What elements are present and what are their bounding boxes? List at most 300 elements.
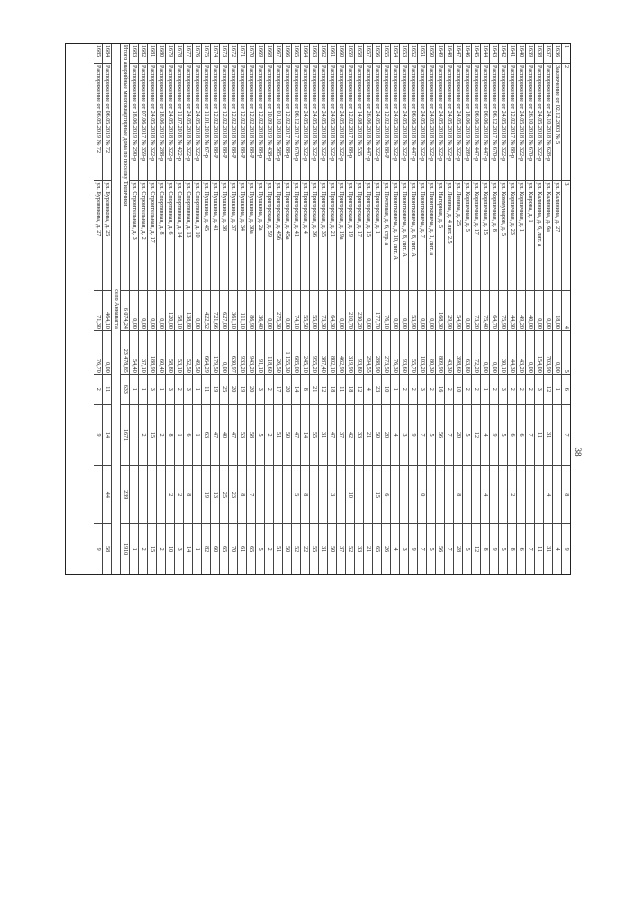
- table-cell: 1678: [175, 44, 183, 64]
- table-row: [462, 44, 471, 574]
- table-cell: 1636: [553, 44, 561, 64]
- table-cell: [526, 466, 534, 524]
- table-cell: ул. Ленина, д. 25: [454, 181, 462, 291]
- table-cell: 1664: [301, 44, 309, 64]
- table-cell: ул. Пушкина, д. 30а: [247, 181, 255, 291]
- table-cell: 6: [508, 405, 516, 467]
- table-cell: 53,10: [175, 331, 183, 375]
- table-cell: [274, 466, 282, 524]
- table-cell: 8: [482, 547, 488, 551]
- table-cell: 2: [508, 375, 516, 405]
- table-cell: 10: [382, 375, 390, 405]
- table-cell: 16: [436, 375, 444, 405]
- table-cell: Распоряжение от 06.12.2017 № 670-р: [292, 64, 300, 182]
- total-area-living: 23 478,85: [121, 331, 129, 375]
- table-cell: ул. Пригорская, д. 4: [301, 181, 309, 291]
- table-cell: 20: [283, 375, 291, 405]
- table-cell: 15: [149, 546, 155, 553]
- table-cell: 47: [328, 405, 336, 467]
- table-cell: 2: [463, 375, 471, 405]
- table-cell: 2: [139, 405, 147, 467]
- table-cell: 10: [454, 375, 462, 405]
- table-cell: [400, 466, 408, 524]
- table-cell: 65: [221, 546, 227, 553]
- table-cell: 809,90: [436, 331, 444, 375]
- table-row: [264, 44, 273, 574]
- table-cell: ул. Калинина, д. 27: [553, 181, 561, 291]
- table-row: [102, 44, 111, 574]
- table-cell: 1662: [319, 44, 327, 64]
- table-cell: 56: [436, 405, 444, 467]
- table-cell: 319,90: [346, 331, 354, 375]
- table-cell: 802,10: [328, 331, 336, 375]
- table-cell: 4: [544, 466, 552, 524]
- table-cell: 8: [184, 466, 192, 524]
- table-cell: [337, 466, 345, 524]
- table-cell: 21: [310, 375, 318, 405]
- table-row: [183, 44, 192, 574]
- table-cell: [148, 466, 156, 524]
- table-cell: ул. Корпичная, д. 8: [490, 181, 498, 291]
- table-cell: 58: [104, 546, 110, 553]
- section-title-row: [111, 44, 120, 574]
- table-row: [381, 44, 390, 574]
- table-cell: 55: [310, 405, 318, 467]
- table-row: [552, 44, 561, 574]
- table-row: [219, 44, 228, 574]
- table-cell: 1684: [103, 44, 111, 64]
- table-row: [489, 44, 498, 574]
- table-row: [138, 44, 147, 574]
- table-cell: 44: [103, 466, 111, 524]
- table-cell: 7: [419, 547, 425, 551]
- table-cell: 56: [437, 546, 443, 553]
- table-cell: 1660: [337, 44, 345, 64]
- table-cell: 2: [490, 375, 498, 405]
- table-cell: 55,50: [301, 291, 309, 331]
- table-cell: 1640: [517, 44, 525, 64]
- table-cell: 1669: [256, 44, 264, 64]
- table-cell: 47: [211, 405, 219, 467]
- table-cell: 3: [499, 375, 507, 405]
- table-cell: 2: [508, 466, 516, 524]
- table-cell: 2: [157, 405, 165, 467]
- table-cell: 8: [509, 547, 515, 551]
- table-cell: Распоряжение от 24.05.2018 № 322-р: [499, 64, 507, 182]
- table-row: [480, 44, 489, 574]
- table-cell: 33: [356, 546, 362, 553]
- table-cell: 387,40: [319, 331, 327, 375]
- table-cell: 1: [175, 405, 183, 467]
- table-cell: 0,00: [544, 291, 552, 331]
- table-cell: [157, 466, 165, 524]
- table-cell: ул. Корпичная, д. 1: [517, 181, 525, 291]
- table-cell: ул. Пушкина, д. 45: [202, 181, 210, 291]
- table-cell: [553, 466, 561, 524]
- table-cell: 47: [229, 405, 237, 467]
- table-row: [210, 44, 219, 574]
- table-cell: 8: [301, 375, 309, 405]
- table-cell: 1672: [229, 44, 237, 64]
- table-cell: [499, 466, 507, 524]
- table-cell: 1677: [184, 44, 192, 64]
- table-cell: 75,90: [499, 291, 507, 331]
- table-cell: 43,30: [445, 331, 453, 375]
- table-cell: [517, 466, 525, 524]
- table-row: [507, 44, 516, 574]
- table-cell: 7: [446, 547, 452, 551]
- table-cell: ул. Пригорская, д. 59: [265, 181, 273, 291]
- table-cell: 55,70: [409, 331, 417, 375]
- table-cell: [391, 466, 399, 524]
- table-row: [201, 44, 210, 574]
- table-cell: 1646: [463, 44, 471, 64]
- table-cell: ул. Корпичная, д. 17: [472, 181, 480, 291]
- table-cell: 31: [545, 546, 551, 553]
- table-cell: 1643: [490, 44, 498, 64]
- table-row: [165, 44, 174, 574]
- table-cell: 3: [176, 547, 182, 551]
- table-cell: Распоряжение от 18.06.2019 № 289-р: [463, 64, 471, 182]
- table-cell: 44,30: [508, 331, 516, 375]
- table-row: [192, 44, 201, 574]
- table-cell: 20: [382, 405, 390, 467]
- table-cell: Распоряжение от 06.05.2019 № 72: [103, 64, 111, 182]
- table-cell: 3: [562, 181, 570, 291]
- table-cell: 91,10: [256, 331, 264, 375]
- table-row: [426, 44, 435, 574]
- table-cell: ул. Пригорская, д. 36: [310, 181, 318, 291]
- table-cell: [445, 466, 453, 524]
- table-cell: 3: [184, 375, 192, 405]
- table-cell: Распоряжение от 24.05.2018 № 322-р: [301, 64, 309, 182]
- table-cell: Распоряжение от 10.09.2019 № 438-р: [265, 64, 273, 182]
- table-cell: 4: [364, 375, 372, 405]
- table-row: [174, 44, 183, 574]
- table-cell: [130, 466, 138, 524]
- table-cell: 627,00: [220, 291, 228, 331]
- table-cell: Распоряжение от 12.02.2018 № 88-Р: [220, 64, 228, 182]
- table-row: [318, 44, 327, 574]
- table-cell: Распоряжение от 12.02.2018 № 88-Р: [238, 64, 246, 182]
- table-cell: 26,50: [274, 331, 282, 375]
- table-cell: 1680: [157, 44, 165, 64]
- table-cell: 7: [418, 405, 426, 467]
- table-cell: [310, 466, 318, 524]
- table-cell: 9: [563, 547, 569, 551]
- table-cell: 74,10: [292, 291, 300, 331]
- table-header-row: [561, 44, 570, 574]
- table-cell: Распоряжение от 14.08.2018 № 535: [355, 64, 363, 182]
- table-cell: Распоряжение от 24.05.2018 № 322-р: [373, 64, 381, 182]
- table-cell: 11: [202, 375, 210, 405]
- table-cell: 1: [131, 547, 137, 551]
- table-cell: 31: [320, 546, 326, 553]
- table-cell: 273,50: [382, 331, 390, 375]
- table-cell: 0,00: [337, 291, 345, 331]
- table-cell: 11: [337, 375, 345, 405]
- table-cell: 2: [472, 375, 480, 405]
- table-cell: Распоряжение от 24.05.2018 № 322-р: [193, 64, 201, 182]
- table-cell: 2: [265, 405, 273, 467]
- table-cell: 2: [445, 375, 453, 405]
- table-cell: [409, 466, 417, 524]
- table-cell: 188,90: [148, 331, 156, 375]
- table-cell: 1659: [346, 44, 354, 64]
- table-cell: 2: [158, 547, 164, 551]
- table-cell: 8: [454, 466, 462, 524]
- table-cell: 5: [427, 405, 435, 467]
- table-cell: [94, 466, 102, 524]
- table-cell: Распоряжение от 01.10.2018 № 585-р: [274, 64, 282, 182]
- table-cell: 111,10: [238, 291, 246, 331]
- table-cell: 55: [311, 546, 317, 553]
- table-cell: 93,80: [355, 331, 363, 375]
- table-cell: 93,60: [400, 331, 408, 375]
- table-cell: 19: [211, 375, 219, 405]
- table-cell: 20: [454, 405, 462, 467]
- table-row: [390, 44, 399, 574]
- table-cell: ул. Корпичная, д. 23: [508, 181, 516, 291]
- table-cell: 33: [355, 405, 363, 467]
- table-cell: Распоряжение от 12.02.2017 № 88-р: [508, 64, 516, 182]
- table-cell: 3: [256, 375, 264, 405]
- table-cell: 0,00: [490, 331, 498, 375]
- table-cell: Распоряжение от 07.06.2017 № 359-р: [139, 64, 147, 182]
- table-cell: 3: [418, 375, 426, 405]
- table-cell: 4: [481, 466, 489, 524]
- table-cell: 14: [292, 375, 300, 405]
- table-cell: 15: [148, 405, 156, 467]
- table-cell: [265, 466, 273, 524]
- total-col9: 1910: [122, 543, 128, 556]
- table-cell: 1671: [238, 44, 246, 64]
- table-row: [363, 44, 372, 574]
- table-cell: 120,00: [166, 291, 174, 331]
- table-cell: 1647: [454, 44, 462, 64]
- table-cell: 9: [410, 547, 416, 551]
- table-row: [246, 44, 255, 574]
- table-cell: 1685: [94, 44, 102, 64]
- table-cell: 3: [166, 375, 174, 405]
- table-cell: 19: [202, 466, 210, 524]
- table-cell: [130, 405, 138, 467]
- table-cell: 398,60: [454, 331, 462, 375]
- table-cell: 1676: [193, 44, 201, 64]
- table-cell: 361,10: [229, 291, 237, 331]
- table-cell: 1: [391, 375, 399, 405]
- table-cell: ул. Пригорская, д. 19а: [337, 181, 345, 291]
- table-cell: [193, 466, 201, 524]
- table-cell: 1 155,30: [283, 331, 291, 375]
- table-cell: 1644: [481, 44, 489, 64]
- table-cell: Распоряжение от 26.10.2018 № 670-р: [526, 64, 534, 182]
- table-cell: 44,30: [508, 291, 516, 331]
- table-cell: 1654: [391, 44, 399, 64]
- table-row: [309, 44, 318, 574]
- page-number: 38: [573, 447, 583, 457]
- table-cell: 26: [383, 546, 389, 553]
- table-cell: Распоряжение от 12.02.2018 № 88-р: [256, 64, 264, 182]
- table-cell: Распоряжение от 24.05.2018 № 322-р: [391, 64, 399, 182]
- total-col7: 1671: [121, 405, 129, 467]
- table-cell: 703,90: [544, 331, 552, 375]
- table-cell: 80,30: [427, 331, 435, 375]
- table-cell: ул. Строительная, д. 17: [148, 181, 156, 291]
- table-cell: Распоряжение от 06.12.2017 № 670-р: [490, 64, 498, 182]
- table-cell: 50: [284, 546, 290, 553]
- table-row: [147, 44, 156, 574]
- table-cell: Распоряжение от 24.10.2018 № 628-р: [544, 64, 552, 182]
- table-cell: 13: [211, 466, 219, 524]
- table-cell: 20: [229, 375, 237, 405]
- table-cell: 2: [166, 466, 174, 524]
- table-cell: 0,00: [391, 291, 399, 331]
- table-cell: ул. Спортивная, д. 13: [184, 181, 192, 291]
- table-cell: 1: [157, 375, 165, 405]
- table-cell: 20: [247, 375, 255, 405]
- table-cell: 5: [257, 547, 263, 551]
- table-cell: 71,30: [94, 291, 102, 331]
- table-cell: 422,52: [202, 291, 210, 331]
- table-cell: Распоряжение от 24.05.2018 № 322-р: [418, 64, 426, 182]
- table-cell: Распоряжение от 06.06.2018 № 447-р: [481, 64, 489, 182]
- table-cell: 49,20: [517, 291, 525, 331]
- table-cell: Распоряжение от 12.02.2018 № 88-Р: [382, 64, 390, 182]
- table-row: [273, 44, 282, 574]
- table-cell: 7: [562, 405, 570, 467]
- table-cell: 60,40: [157, 331, 165, 375]
- table-cell: ул. Пионтковича, д. 8, лит. А: [400, 181, 408, 291]
- table-cell: 18,00: [553, 291, 561, 331]
- table-cell: ул. Пушкина, д. 41: [211, 181, 219, 291]
- table-cell: ул. Пригорская, д. 17: [355, 181, 363, 291]
- table-cell: 2: [526, 375, 534, 405]
- table-cell: 12: [544, 375, 552, 405]
- table-cell: Распоряжение от 26.06.2018 № 447-р: [364, 64, 372, 182]
- table-cell: 8: [238, 466, 246, 524]
- table-cell: ул. Спортивная, д. 14: [175, 181, 183, 291]
- total-area: 6 074,24: [121, 291, 129, 331]
- table-cell: 721,66: [211, 291, 219, 331]
- table-cell: 12: [355, 375, 363, 405]
- table-cell: ул. Спортивная, д. 8: [157, 181, 165, 291]
- table-cell: Заключение от 02.12.2003 № 5: [553, 64, 561, 182]
- table-cell: Распоряжение от 24.05.2018 № 322-р: [517, 64, 525, 182]
- table-cell: 5: [562, 331, 570, 375]
- table-cell: 37: [337, 405, 345, 467]
- table-row: [399, 44, 408, 574]
- table-cell: 5: [256, 405, 264, 467]
- table-cell: Распоряжение от 24.05.2018 № 322-р: [166, 64, 174, 182]
- table-cell: 1666: [283, 44, 291, 64]
- table-cell: Распоряжение от 12.02.2018 № 88-Р: [247, 64, 255, 182]
- table-cell: 3: [535, 375, 543, 405]
- table-cell: 6: [382, 466, 390, 524]
- table-cell: ул. Спортивная, д. 6: [166, 181, 174, 291]
- table-row: [408, 44, 417, 574]
- table-cell: 52: [347, 546, 353, 553]
- table-cell: ул. Пионтковича, д. 7: [418, 181, 426, 291]
- table-cell: 2: [94, 375, 102, 405]
- table-cell: 18: [328, 375, 336, 405]
- table-cell: 1682: [139, 44, 147, 64]
- table-cell: [535, 466, 543, 524]
- table-cell: 1645: [472, 44, 480, 64]
- table-cell: [427, 466, 435, 524]
- table-row: [282, 44, 291, 574]
- table-cell: 943,20: [247, 331, 255, 375]
- table-cell: Распоряжение от 24.05.2018 № 322-р: [148, 64, 156, 182]
- table-cell: 0,00: [463, 291, 471, 331]
- total-col6: 633: [121, 375, 129, 405]
- table-cell: 294,55: [364, 331, 372, 375]
- table-cell: 0,00: [130, 291, 138, 331]
- table-cell: [364, 466, 372, 524]
- table-cell: 8: [301, 466, 309, 524]
- table-cell: 15: [373, 466, 381, 524]
- table-cell: 179,50: [211, 331, 219, 375]
- table-row: [534, 44, 543, 574]
- table-cell: 103,20: [418, 331, 426, 375]
- table-cell: 10: [346, 466, 354, 524]
- table-cell: 73,30: [319, 291, 327, 331]
- table-cell: 30,10: [499, 331, 507, 375]
- total-row: [120, 44, 129, 574]
- table-cell: 1638: [535, 44, 543, 64]
- table-cell: 82: [203, 546, 209, 553]
- table-cell: [319, 466, 327, 524]
- table-cell: 0: [418, 466, 426, 524]
- table-cell: 1681: [148, 44, 156, 64]
- table-cell: 1667: [274, 44, 282, 64]
- table-cell: 18: [346, 375, 354, 405]
- table-cell: [463, 466, 471, 524]
- table-row: [453, 44, 462, 574]
- table-cell: [472, 466, 480, 524]
- table-cell: 9: [490, 405, 498, 467]
- table-cell: 2: [266, 547, 272, 551]
- table-cell: 12: [473, 546, 479, 553]
- table-cell: 7: [527, 547, 533, 551]
- table-cell: [436, 466, 444, 524]
- table-row: [516, 44, 525, 574]
- table-cell: Распоряжение от 12.02.2017 № 88-р: [283, 64, 291, 182]
- table-cell: 51: [275, 546, 281, 553]
- table-cell: 12: [319, 375, 327, 405]
- table-cell: 6: [184, 405, 192, 467]
- table-cell: 76,10: [382, 291, 390, 331]
- table-cell: 3: [148, 375, 156, 405]
- table-cell: 0,00: [193, 291, 201, 331]
- housing-table: [65, 43, 571, 575]
- table-cell: 8: [166, 405, 174, 467]
- table-cell: 1650: [427, 44, 435, 64]
- table-cell: 0,00: [265, 291, 273, 331]
- table-cell: 168,30: [436, 291, 444, 331]
- table-cell: Распоряжение от 12.02.2018 № 88-Р: [229, 64, 237, 182]
- table-cell: 664,29: [202, 331, 210, 375]
- table-cell: 8: [562, 466, 570, 524]
- table-cell: ул. Почтовая, д. 6, стр. а: [382, 181, 390, 291]
- table-cell: 19: [238, 375, 246, 405]
- table-cell: 2: [400, 375, 408, 405]
- table-cell: ул. Пионтковича, д. 10, лит. А: [391, 181, 399, 291]
- table-cell: 177,70: [373, 291, 381, 331]
- table-cell: 52,50: [184, 331, 192, 375]
- table-cell: [283, 466, 291, 524]
- table-cell: 0,00: [148, 291, 156, 331]
